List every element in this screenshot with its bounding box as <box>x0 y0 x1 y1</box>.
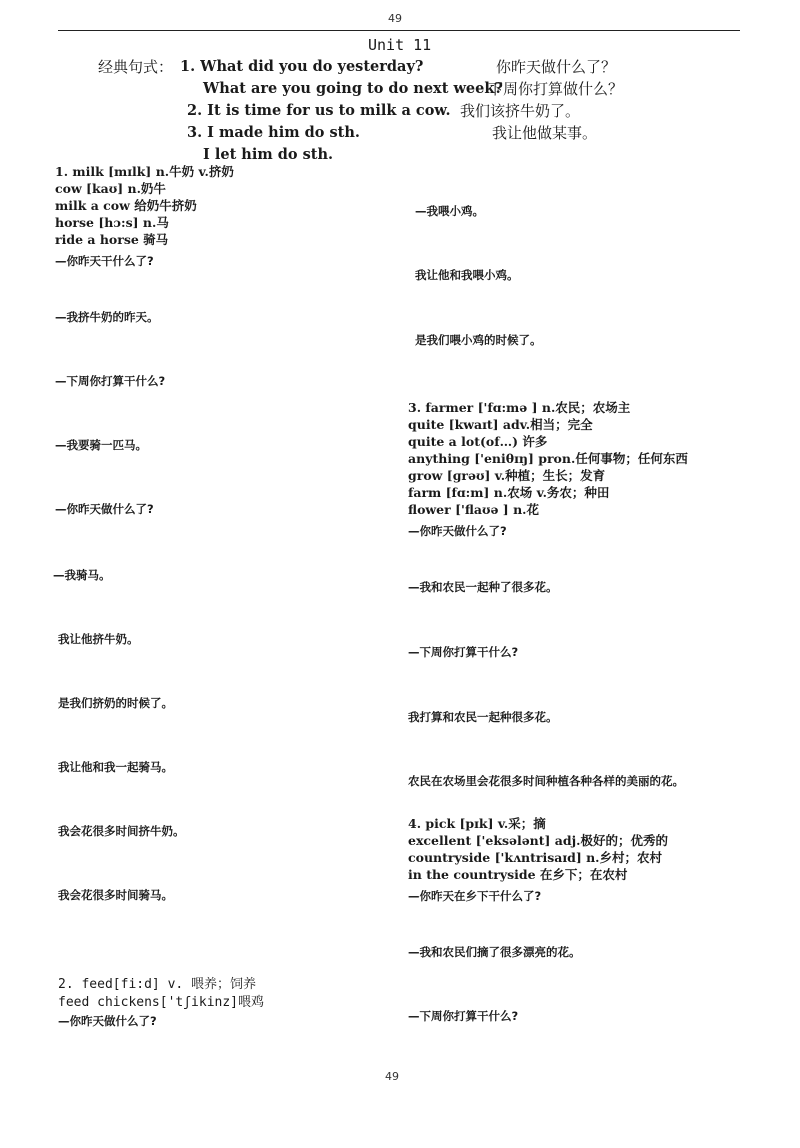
header-page-number: 49 <box>388 12 402 25</box>
vocab-line: feed chickens['tʃikinz]喂鸡 <box>58 995 265 1010</box>
prompt-line: —我挤牛奶的昨天。 <box>55 310 159 324</box>
vocab-line: 3. farmer ['fɑ:mə ] n.农民；农场主 <box>408 400 631 415</box>
vocab-line: cow [kaʊ] n.奶牛 <box>55 181 166 196</box>
vocab-line: horse [hɔ:s] n.马 <box>55 215 169 230</box>
prompt-line: 我让他和我一起骑马。 <box>58 760 173 774</box>
patterns-label: 经典句式： <box>98 58 174 76</box>
vocab-line: ride a horse 骑马 <box>55 232 169 247</box>
prompt-line: 农民在农场里会花很多时间种植各种各样的美丽的花。 <box>408 774 684 788</box>
prompt-line: 是我们挤奶的时候了。 <box>58 696 173 710</box>
vocab-line: grow [ɡrəʊ] v.种植；生长；发育 <box>408 468 606 483</box>
prompt-line: —你昨天做什么了? <box>408 524 507 538</box>
pattern-1-en: 1. What did you do yesterday? <box>180 58 424 75</box>
vocab-line: anything ['eniθɪŋ] pron.任何事物；任何东西 <box>408 451 688 466</box>
pattern-3-cn: 我让他做某事。 <box>492 124 598 142</box>
pattern-1-cn: 你昨天做什么了？ <box>496 58 617 76</box>
vocab-line: farm [fɑ:m] n.农场 v.务农；种田 <box>408 485 610 500</box>
prompt-line: —下周你打算干什么? <box>408 1009 519 1023</box>
vocab-line: excellent ['eksələnt] adj.极好的；优秀的 <box>408 833 669 848</box>
prompt-line: —下周你打算干什么? <box>55 374 166 388</box>
header-rule <box>58 30 740 31</box>
vocab-line: quite [kwaɪt] adv.相当；完全 <box>408 417 593 432</box>
pattern-1b-en: What are you going to do next week? <box>203 80 503 97</box>
prompt-line: 我打算和农民一起种很多花。 <box>408 710 558 724</box>
prompt-line: 我让他挤牛奶。 <box>58 632 139 646</box>
pattern-1b-cn: 下周你打算做什么？ <box>488 80 624 98</box>
vocab-line: quite a lot(of…) 许多 <box>408 434 548 449</box>
vocab-line: flower ['flaʊə ] n.花 <box>408 502 540 517</box>
prompt-line: —我和农民一起种了很多花。 <box>408 580 558 594</box>
footer-page-number: 49 <box>385 1070 399 1083</box>
pattern-3-en: 3. I made him do sth. <box>187 124 360 141</box>
prompt-line: —你昨天在乡下干什么了? <box>408 889 542 903</box>
prompt-line: —我要骑一匹马。 <box>55 438 147 452</box>
prompt-line: —我和农民们摘了很多漂亮的花。 <box>408 945 581 959</box>
vocab-line: milk a cow 给奶牛挤奶 <box>55 198 197 213</box>
prompt-line: —你昨天干什么了? <box>55 254 154 268</box>
vocab-line: 4. pick [pɪk] v.采；摘 <box>408 816 546 831</box>
prompt-line: —我骑马。 <box>53 568 111 582</box>
vocab-line: countryside ['kʌntrisaɪd] n.乡村；农村 <box>408 850 663 865</box>
pattern-2-cn: 我们该挤牛奶了。 <box>460 102 581 120</box>
pattern-2-en: 2. It is time for us to milk a cow. <box>187 102 451 119</box>
prompt-line: 我让他和我喂小鸡。 <box>415 268 519 282</box>
vocab-line: 2. feed[fi:d] v. 喂养；饲养 <box>58 977 257 992</box>
prompt-line: 是我们喂小鸡的时候了。 <box>415 333 542 347</box>
prompt-line: —我喂小鸡。 <box>415 204 484 218</box>
vocab-line: in the countryside 在乡下；在农村 <box>408 867 628 882</box>
unit-title: Unit 11 <box>368 36 432 54</box>
prompt-line: —你昨天做什么了? <box>55 502 154 516</box>
prompt-line: —下周你打算干什么? <box>408 645 519 659</box>
prompt-line: 我会花很多时间骑马。 <box>58 888 173 902</box>
pattern-3b-en: I let him do sth. <box>203 146 334 163</box>
vocab-line: 1. milk [mɪlk] n.牛奶 v.挤奶 <box>55 164 234 179</box>
prompt-line: 我会花很多时间挤牛奶。 <box>58 824 185 838</box>
prompt-line: —你昨天做什么了? <box>58 1014 157 1028</box>
